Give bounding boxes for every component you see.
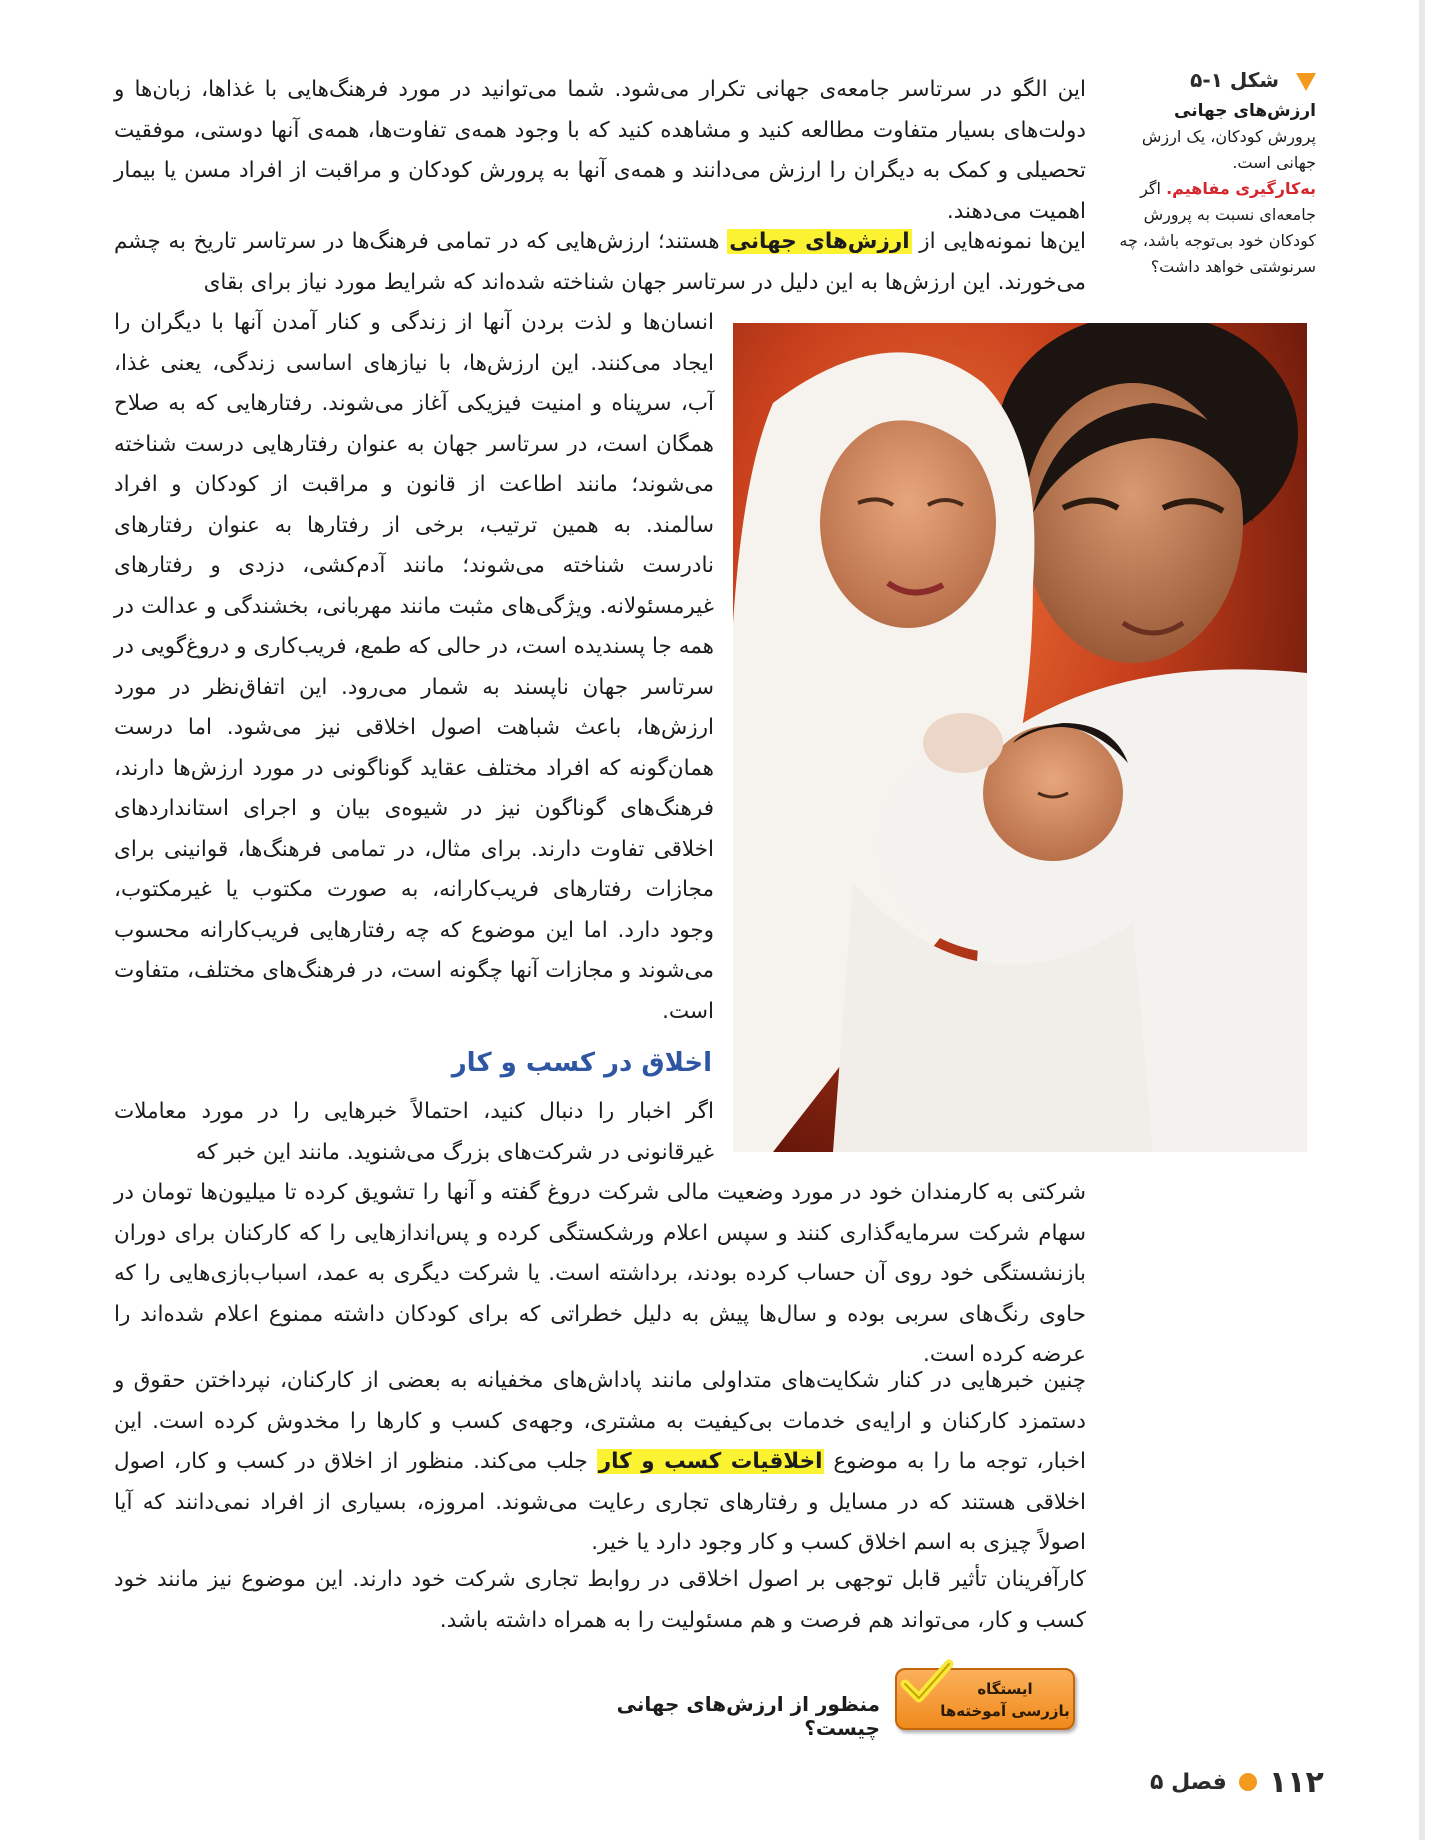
paragraph-2-pre: این‌ها نمونه‌هایی از (919, 229, 1086, 254)
paragraph-4-post: جلب می‌کند. منظور از اخلاق در کسب و کار، اصول اخلاقی هستند که در مسایل و رفتارهای تجاری رعایت می‌شوند. امروزه، بسیاری از افراد نمی‌دانند که آیا اصولاً چیزی به اسم اخلاق کسب و کار وجود دارد یا خیر. (114, 1449, 1086, 1555)
paragraph-3-start: اگر اخبار را دنبال کنید، احتمالاً خبرهایی را در مورد معاملات غیرقانونی در شرکت‌های بزرگ می‌شنوید. مانند این خبر که (114, 1099, 714, 1165)
figure-description: پرورش کودکان، یک ارزش جهانی است. (1141, 127, 1316, 172)
review-station-line2: بازرسی آموخته‌ها (940, 1702, 1070, 1720)
apply-concepts-question: اگر جامعه‌ای نسبت به پرورش کودکان خود بی‌توجه باشد، چه سرنوشتی خواهد داشت؟ (1119, 179, 1316, 276)
figure-label: شکل ۱-۵ (1190, 68, 1280, 92)
paragraph-3-continued: شرکتی به کارمندان خود در مورد وضعیت مالی شرکت دروغ گفته و آنها را تشویق کرده تا میلیون‌ها تومان در سهام شرکت سرمایه‌گذاری کنند و سپس اعلام ورشکستگی کرده و پس‌اندازهایی را که کارکنان برای دوران بازنشستگی خود روی آن حساب کرده بودند، برداشته است. یا شرکت دیگری به عمد، اسباب‌بازی‌هایی را که حاوی رنگ‌های سربی بوده و سال‌ها پیش به دلیل خطراتی که برای کودکان داشته ممنوع اعلام شده‌اند را عرضه کرده است. (114, 1180, 1086, 1367)
family-photo-illustration (733, 323, 1307, 1152)
figure-label-row (1102, 66, 1316, 94)
paragraph-2 (114, 222, 1086, 303)
review-station-badge (895, 1668, 1079, 1736)
paragraph-4 (114, 1361, 1086, 1564)
family-photo (733, 323, 1307, 1152)
caption-triangle-icon (1296, 73, 1316, 91)
page-footer (1150, 1762, 1324, 1802)
section-heading: اخلاق در کسب و کار (451, 1048, 712, 1078)
paragraph-4-pre: چنین خبرهایی در کنار شکایت‌های متداولی مانند پاداش‌های مخفیانه به بعضی از کارکنان، نپرداختن حقوق و دستمزد کارکنان و ارایه‌ی خدمات بی‌کیفیت به مشتری، وجهه‌ی کسب و کارها را مخدوش کرده است. این اخبار، توجه ما را به موضوع (114, 1368, 1086, 1474)
figure-title: ارزش‌های جهانی (1174, 101, 1316, 121)
paragraph-1: این الگو در سرتاسر جامعه‌ی جهانی تکرار می‌شود. شما می‌توانید در مورد فرهنگ‌هایی با غذاها، زبان‌ها و دولت‌های بسیار متفاوت مطالعه کنید و مشاهده کنید که با وجود همه‌ی تفاوت‌ها، همه‌ی آنها دوستی، موفقیت تحصیلی و کمک به دیگران را ارزش می‌دانند و همه‌ی آنها به پرورش کودکان و مراقبت از افراد مسن یا بیمار اهمیت می‌دهند. (114, 77, 1086, 224)
review-station-line1: ایستگاه (977, 1680, 1033, 1698)
footer-dot-icon (1239, 1773, 1257, 1791)
apply-concepts-label: به‌کارگیری مفاهیم. (1166, 179, 1316, 198)
paragraph-2-continued: انسان‌ها و لذت بردن آنها از زندگی و کنار آمدن آنها با دیگران را ایجاد می‌کنند. این ارزش‌ها، با نیازهای اساسی زندگی، یعنی غذا، آب، سرپناه و امنیت فیزیکی آغاز می‌شوند. رفتارهایی که به صلاح همگان است، در سرتاسر جهان به عنوان رفتارهایی درست شناخته می‌شوند؛ مانند اطاعت از قانون و مراقبت از کودکان و افراد سالمند. به همین ترتیب، برخی از رفتارها به عنوان رفتارهای نادرست شناخته می‌شوند؛ مانند آدم‌کشی، دزدی و رفتارهای غیرمسئولانه. ویژگی‌های مثبت مانند مهربانی، بخشندگی و عدالت در همه جا پسندیده است، در حالی که طمع، فریب‌کاری و دروغ‌گویی در سرتاسر جهان ناپسند به شمار می‌رود. این اتفاق‌نظر در مورد ارزش‌ها، باعث شباهت اصول اخلاقی نیز می‌شود. اما درست همان‌گونه که افراد مختلف عقاید گوناگونی در مورد ارزش‌ها دارند، فرهنگ‌های گوناگون نیز در شیوه‌ی بیان و اجرای استانداردهای اخلاقی تفاوت دارند. برای مثال، در تمامی فرهنگ‌ها، قوانینی برای مجازات رفتارهای فریب‌کارانه، به صورت مکتوب یا غیرمکتوب، وجود دارد. اما این موضوع که چه رفتارهایی فریب‌کارانه محسوب می‌شوند و مجازات آنها چگونه است، در فرهنگ‌های مختلف، متفاوت است. (114, 310, 714, 1024)
page-number: ۱۱۲ (1268, 1764, 1324, 1800)
review-question: منظور از ارزش‌های جهانی چیست؟ (616, 1692, 880, 1740)
chapter-label: فصل ۵ (1150, 1769, 1227, 1795)
business-ethics-term: اخلاقیات کسب و کار (598, 1449, 823, 1474)
universal-values-term: ارزش‌های جهانی (729, 229, 910, 254)
paragraph-5: کارآفرینان تأثیر قابل توجهی بر اصول اخلاقی در روابط تجاری شرکت خود دارند. این موضوع نیز مانند خود کسب و کار، می‌تواند هم فرصت و هم مسئولیت را به همراه داشته باشد. (114, 1567, 1086, 1633)
paragraph-2-post: هستند؛ ارزش‌هایی که در تمامی فرهنگ‌ها در سرتاسر تاریخ به چشم می‌خورند. این ارزش‌ها به این دلیل در سرتاسر جهان شناخته شده‌اند که شرایط مورد نیاز برای بقای (114, 229, 1086, 295)
apply-concepts (1102, 176, 1316, 280)
checkmark-icon (899, 1658, 955, 1710)
figure-caption (1102, 66, 1316, 280)
